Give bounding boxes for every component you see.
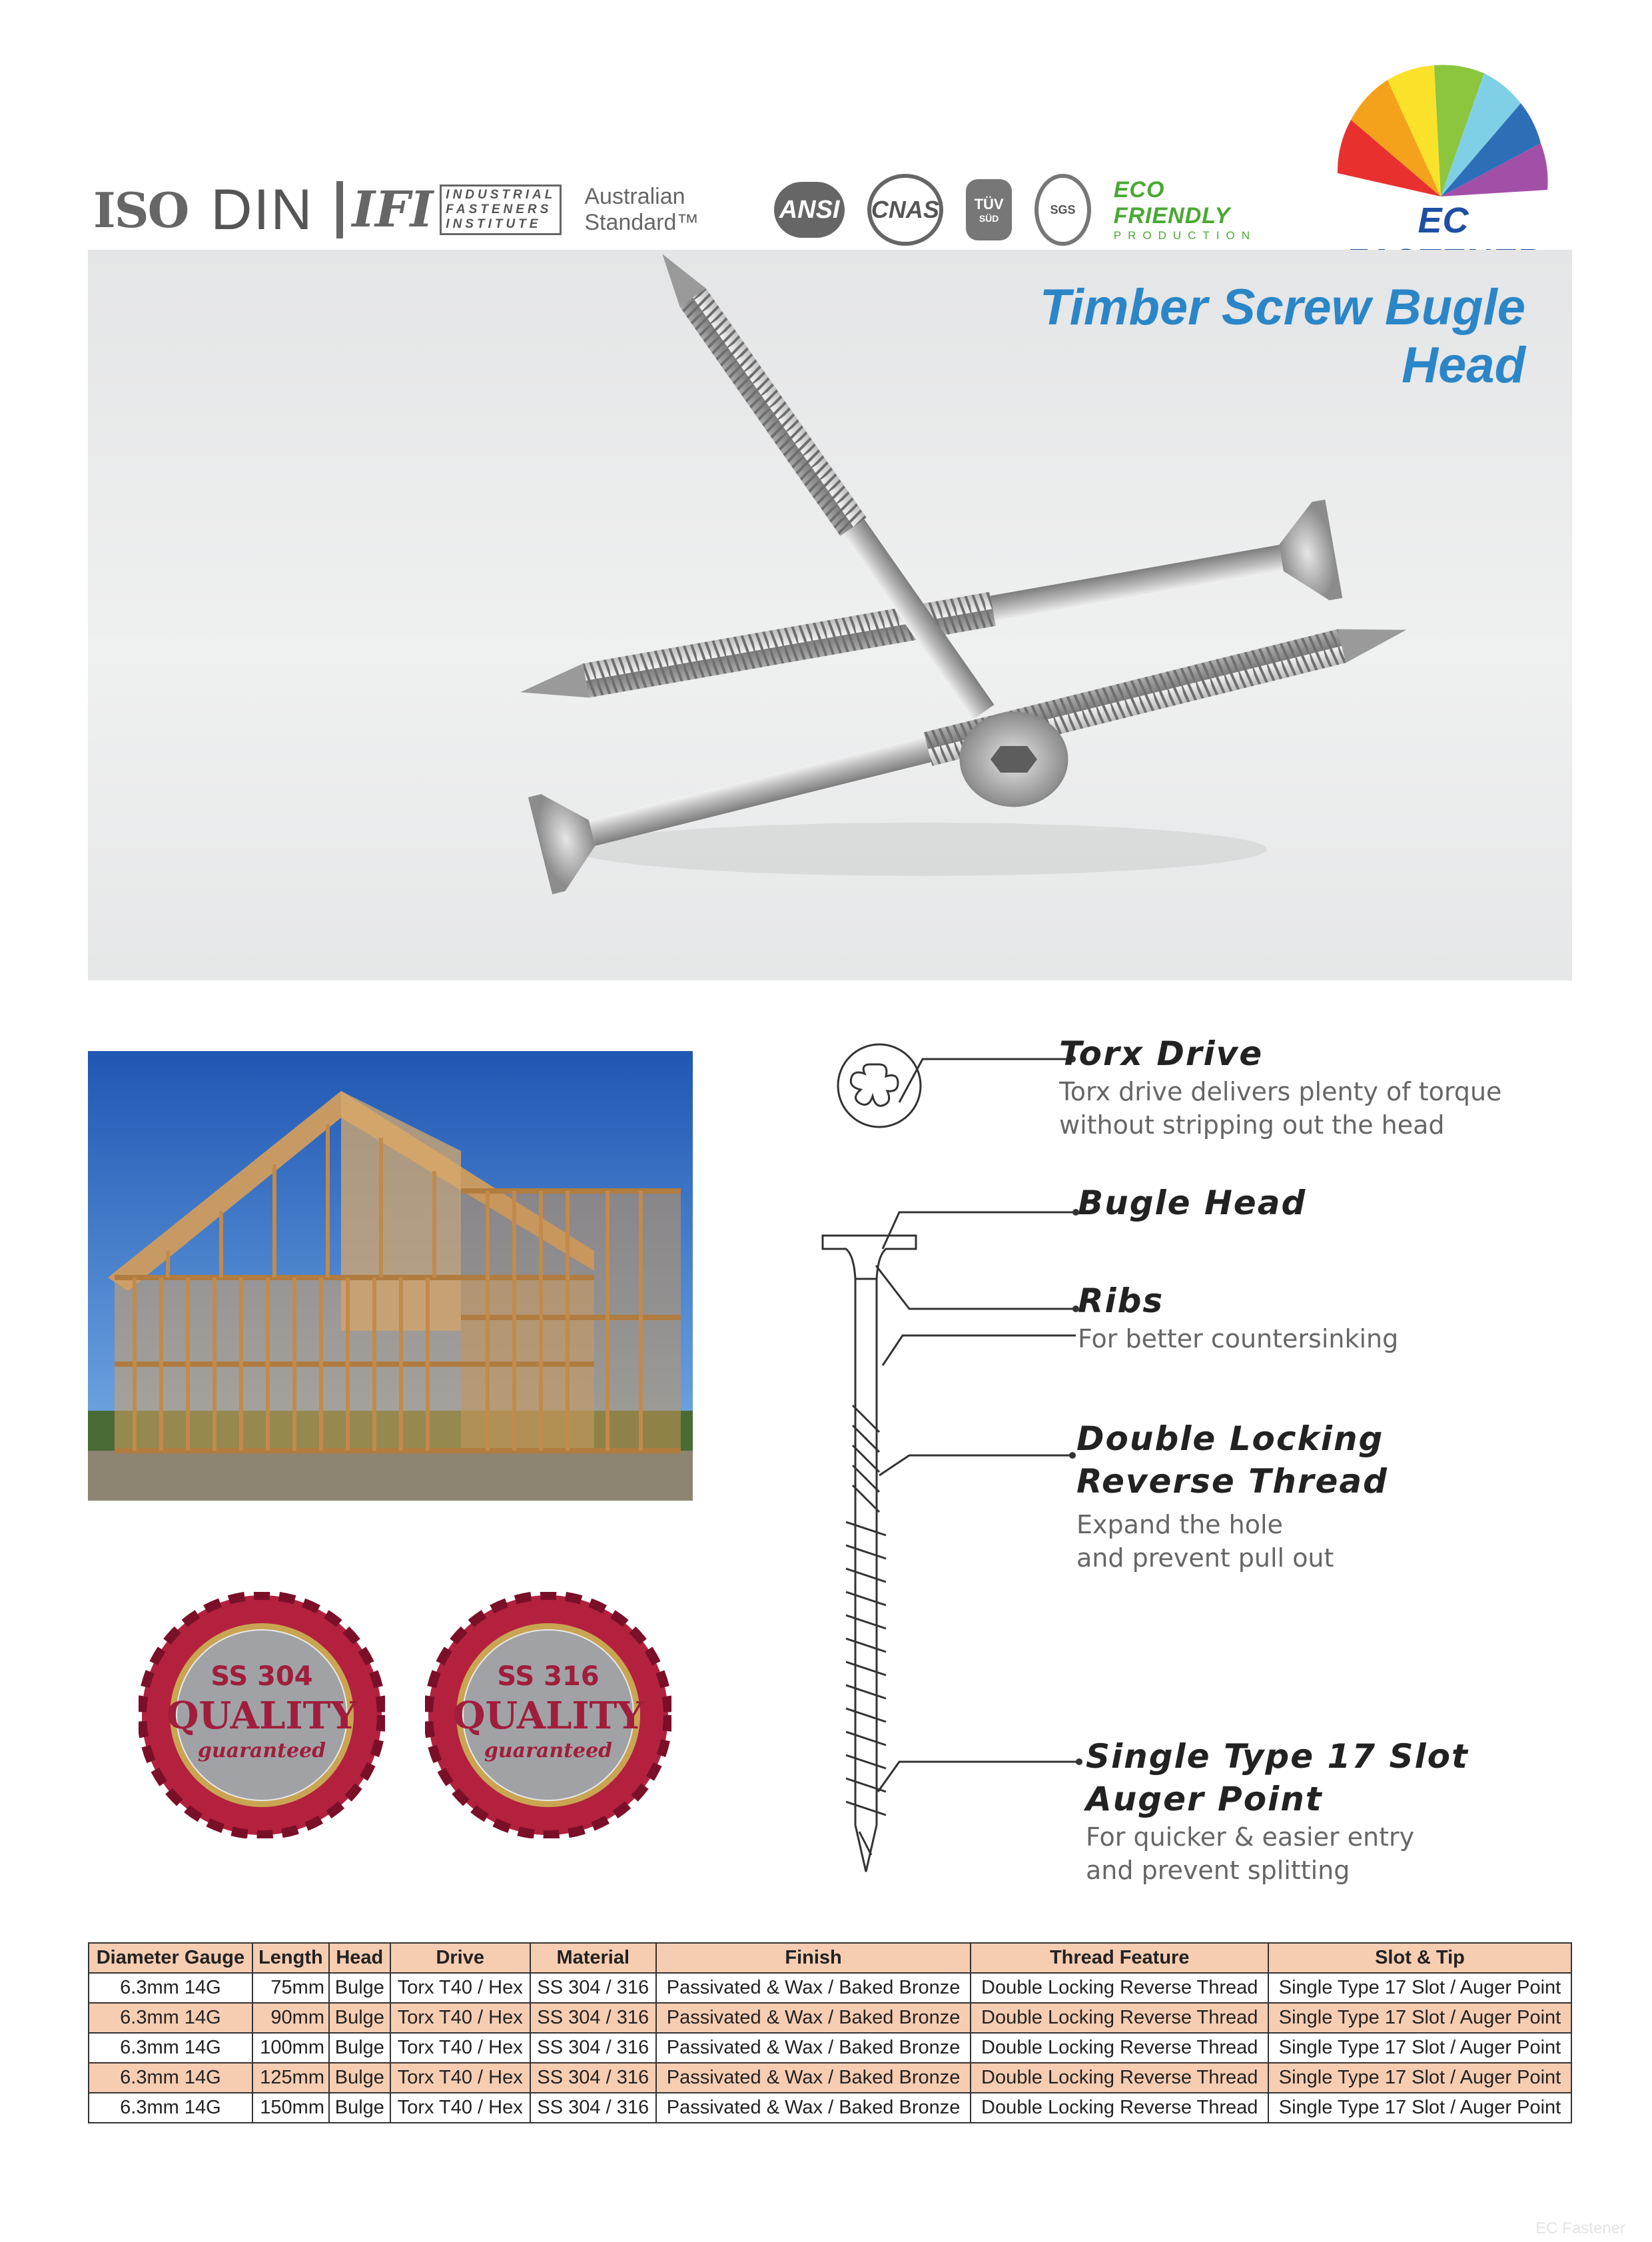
table-cell: Single Type 17 Slot / Auger Point: [1268, 1973, 1571, 2003]
column-header: Diameter Gauge: [89, 1943, 252, 1973]
table-cell: 90mm: [252, 2003, 329, 2033]
australian-standard-logo: Australian Standard™: [584, 184, 699, 235]
table-cell: Passivated & Wax / Baked Bronze: [656, 2003, 971, 2033]
din-logo: DIN: [210, 177, 314, 242]
product-title: Timber Screw Bugle Head: [1039, 279, 1525, 394]
table-row: [89, 1973, 1571, 2003]
table-cell: Torx T40 / Hex: [390, 2033, 530, 2063]
table-cell: Torx T40 / Hex: [390, 1973, 530, 2003]
ifi-logo: IFI INDUSTRIAL FASTENERS INSTITUTE: [336, 181, 562, 238]
ribs-title: Ribs: [1078, 1282, 1164, 1320]
seal-grade: SS 316: [497, 1661, 600, 1692]
torx-drive-desc-line1: Torx drive delivers plenty of torque: [1059, 1077, 1502, 1106]
table-cell: Double Locking Reverse Thread: [971, 2063, 1268, 2093]
table-cell: Torx T40 / Hex: [390, 2093, 530, 2123]
torx-drive-callout: [1059, 1032, 1501, 1142]
table-cell: SS 304 / 316: [530, 2033, 656, 2063]
seal-guaranteed: guaranteed: [197, 1739, 326, 1762]
reverse-thread-title-line1: Double Locking: [1076, 1419, 1384, 1458]
table-cell: Bulge: [329, 2033, 390, 2063]
timber-frame-photo: [88, 1051, 693, 1501]
table-cell: SS 304 / 316: [530, 1973, 656, 2003]
table-header-row: [89, 1943, 1571, 1973]
screw-diagram: [799, 1032, 1099, 1892]
table-row: [89, 2063, 1571, 2093]
table-cell: Bulge: [329, 2063, 390, 2093]
table-cell: 6.3mm 14G: [89, 1973, 252, 2003]
auger-point-callout: [1086, 1735, 1469, 1887]
table-cell: SS 304 / 316: [530, 2063, 656, 2093]
ribs-callout: [1078, 1280, 1398, 1355]
eco-friendly-logo: ECO FRIENDLY PRODUCTION: [1113, 177, 1257, 242]
table-cell: Bulge: [329, 2003, 390, 2033]
reverse-thread-desc-line1: Expand the hole: [1076, 1510, 1283, 1539]
table-cell: 100mm: [252, 2033, 329, 2063]
iso-logo: ISO: [93, 181, 189, 238]
column-header: Slot & Tip: [1268, 1943, 1571, 1973]
column-header: Thread Feature: [971, 1943, 1268, 1973]
table-cell: 75mm: [252, 1973, 329, 2003]
table-cell: Double Locking Reverse Thread: [971, 2003, 1268, 2033]
table-cell: Torx T40 / Hex: [390, 2003, 530, 2033]
table-cell: Passivated & Wax / Baked Bronze: [656, 2033, 971, 2063]
reverse-thread-desc-line2: and prevent pull out: [1076, 1543, 1334, 1573]
seal-guaranteed: guaranteed: [484, 1739, 613, 1762]
seal-quality: QUALITY: [452, 1694, 644, 1738]
auger-point-desc-line2: and prevent splitting: [1086, 1856, 1350, 1885]
column-header: Finish: [656, 1943, 971, 1973]
footer-watermark: EC Fastener: [1535, 2219, 1625, 2237]
table-cell: SS 304 / 316: [530, 2093, 656, 2123]
bugle-head-callout: [1078, 1182, 1306, 1224]
table-cell: Passivated & Wax / Baked Bronze: [656, 1973, 971, 2003]
table-cell: Single Type 17 Slot / Auger Point: [1268, 2093, 1571, 2123]
certification-logos: [93, 170, 1279, 250]
table-cell: Passivated & Wax / Baked Bronze: [656, 2093, 971, 2123]
table-row: [89, 2033, 1571, 2063]
table-cell: Single Type 17 Slot / Auger Point: [1268, 2003, 1571, 2033]
table-cell: Torx T40 / Hex: [390, 2063, 530, 2093]
brand-logo-fan: [1324, 60, 1557, 200]
table-row: [89, 2003, 1571, 2033]
column-header: Material: [530, 1943, 656, 1973]
torx-drive-desc-line2: without stripping out the head: [1059, 1110, 1445, 1140]
reverse-thread-title-line2: Reverse Thread: [1076, 1462, 1388, 1501]
table-cell: Single Type 17 Slot / Auger Point: [1268, 2063, 1571, 2093]
ss304-quality-seal: [139, 1592, 385, 1838]
torx-drive-title: Torx Drive: [1059, 1034, 1264, 1073]
sgs-logo: SGS: [1034, 174, 1090, 246]
column-header: Length: [252, 1943, 329, 1973]
ribs-desc: For better countersinking: [1078, 1324, 1399, 1353]
table-cell: Passivated & Wax / Baked Bronze: [656, 2063, 971, 2093]
table-cell: 6.3mm 14G: [89, 2063, 252, 2093]
screw-head: [528, 785, 604, 895]
table-cell: 6.3mm 14G: [89, 2093, 252, 2123]
table-cell: Bulge: [329, 1973, 390, 2003]
tuv-logo: TÜV SÜD: [966, 179, 1012, 240]
table-cell: Double Locking Reverse Thread: [971, 2033, 1268, 2063]
table-cell: 150mm: [252, 2093, 329, 2123]
cnas-logo: CNAS: [867, 174, 943, 246]
table-cell: 125mm: [252, 2063, 329, 2093]
ss316-quality-seal: [425, 1592, 671, 1838]
table-cell: Double Locking Reverse Thread: [971, 2093, 1268, 2123]
table-cell: 6.3mm 14G: [89, 2003, 252, 2033]
bugle-head-title: Bugle Head: [1078, 1184, 1307, 1222]
table-cell: 6.3mm 14G: [89, 2033, 252, 2063]
ansi-logo: ANSI: [774, 182, 845, 238]
reverse-thread-callout: [1076, 1417, 1388, 1575]
seal-grade: SS 304: [210, 1661, 313, 1692]
table-cell: SS 304 / 316: [530, 2003, 656, 2033]
brand-name: EC: [1418, 200, 1469, 240]
auger-point-title-line2: Auger Point: [1086, 1780, 1323, 1818]
auger-point-title-line1: Single Type 17 Slot: [1086, 1737, 1469, 1776]
table-cell: Bulge: [329, 2093, 390, 2123]
seal-quality: QUALITY: [166, 1694, 358, 1738]
column-header: Drive: [390, 1943, 530, 1973]
table-cell: Double Locking Reverse Thread: [971, 1973, 1268, 2003]
table-cell: Single Type 17 Slot / Auger Point: [1268, 2033, 1571, 2063]
column-header: Head: [329, 1943, 390, 1973]
specification-table: [88, 1942, 1572, 2123]
auger-point-desc-line1: For quicker & easier entry: [1086, 1822, 1415, 1852]
table-row: [89, 2093, 1571, 2123]
